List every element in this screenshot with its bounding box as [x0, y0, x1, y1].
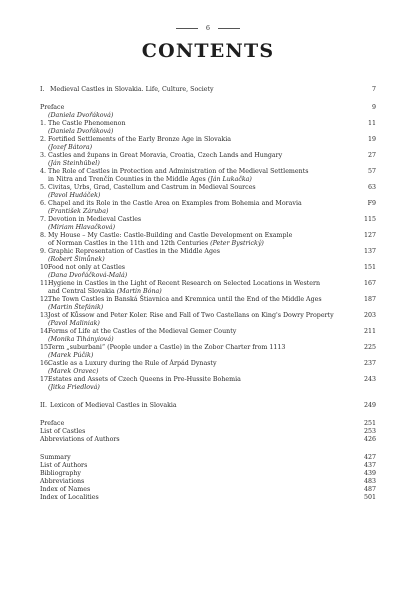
page-ref: 487 [363, 486, 376, 493]
entry-author: (Marek Oravec) [48, 368, 99, 375]
toc-entry-line [40, 376, 376, 384]
entry-text [40, 240, 376, 248]
toc-entry [40, 420, 376, 428]
toc-entry [40, 328, 376, 344]
entry-title: Devotion in Medieval Castles [48, 216, 142, 223]
toc-entry-line [40, 344, 376, 352]
entry-number: 8. [40, 232, 47, 239]
entry-author-inline: (Ján Lukačka) [205, 176, 252, 183]
entry-title: Preface [40, 420, 65, 427]
entry-text [40, 136, 368, 144]
toc-entry-line [40, 360, 376, 368]
entry-title: Summary [40, 454, 71, 461]
page-ref: 27 [367, 152, 376, 159]
toc-entry [40, 312, 376, 328]
entry-text [40, 360, 364, 368]
entry-title: Castles and župans in Great Moravia, Croatia, Czech Lands and Hungary [48, 152, 283, 159]
entry-title: Abbreviations of Authors [40, 436, 120, 443]
part-title: Medieval Castles in Slovakia. Life, Culture, Society [50, 86, 214, 93]
entry-author: (Daniela Dvořáková) [48, 128, 114, 135]
entry-title: Hygiene in Castles in the Light of Recent Research on Selected Locations in Western [48, 280, 321, 287]
entry-title: Abbreviations [40, 478, 85, 485]
page-ref: 426 [363, 436, 376, 443]
entry-number: 15. [40, 344, 51, 351]
entry-author: (Jitka Friedlová) [48, 384, 100, 391]
toc-entry-line [40, 240, 376, 248]
entry-number: 5. [40, 184, 47, 191]
toc-entry [40, 454, 376, 462]
entry-title: Term „suburbani“ (People under a Castle) in the Zobor Charter from 1113 [48, 344, 286, 351]
page-ref: 167 [363, 280, 376, 287]
page-ref: 427 [363, 454, 376, 461]
toc-entry-line [40, 312, 376, 320]
entry-text [40, 312, 364, 320]
toc-part-1 [40, 86, 376, 94]
toc-entry-line [40, 200, 376, 208]
entry-author: (Daniela Dvořáková) [48, 112, 114, 119]
entry-title: My House – My Castle: Castle-Building and Castle Development on Example [48, 232, 293, 239]
page-ref: 19 [367, 136, 376, 143]
entry-text [40, 376, 364, 384]
page-ref: 249 [363, 402, 376, 409]
part-label: I. [40, 86, 45, 93]
toc-entry [40, 232, 376, 248]
entry-title: List of Castles [40, 428, 86, 435]
entry-number: 1. [40, 120, 47, 127]
page-ref: 237 [363, 360, 376, 367]
toc-entry [40, 478, 376, 486]
page-ref: 11 [367, 120, 376, 127]
page-ref: F9 [367, 200, 376, 207]
entry-text [40, 344, 364, 352]
toc-entry [40, 436, 376, 444]
page-ref: 57 [367, 168, 376, 175]
entry-title: Fortified Settlements of the Early Bronze Age in Slovakia [48, 136, 231, 143]
entry-text [40, 184, 368, 192]
entry-title: Forms of Life at the Castles of the Medieval Gemer County [48, 328, 237, 335]
toc-entry-line [40, 248, 376, 256]
entry-text [40, 168, 368, 176]
toc-back-matter [40, 454, 376, 502]
entry-text [40, 120, 368, 128]
toc-entry-line [40, 216, 376, 224]
part-label: II. [40, 402, 47, 409]
entry-title: Chapel and its Role in the Castle Area on Examples from Bohemia and Moravia [48, 200, 302, 207]
page-ref: 203 [363, 312, 376, 319]
toc-entry [40, 462, 376, 470]
toc-preface [40, 104, 376, 112]
entry-title: The Town Castles in Banská Štiavnica and Kremnica until the End of the Middle Ages [48, 296, 322, 303]
entry-title: Food not only at Castles [48, 264, 126, 271]
entry-author-inline: (Martin Bóna) [114, 288, 162, 295]
toc-entry [40, 376, 376, 392]
entry-text [40, 328, 364, 336]
entry-number: 17. [40, 376, 51, 383]
entry-author: (František Záruba) [48, 208, 109, 215]
entry-text [40, 264, 364, 272]
toc-entry [40, 200, 376, 216]
entry-author: (Martin Štefánik) [48, 304, 104, 311]
page-ref: 225 [363, 344, 376, 351]
toc-entry-line [40, 184, 376, 192]
toc-entry [40, 486, 376, 494]
toc-entry [40, 296, 376, 312]
entry-title: in Nitra and Trenčín Counties in the Middle Ages (Ján Lukačka) [48, 176, 252, 183]
entry-author: (Robert Šimůnek) [48, 256, 105, 263]
toc-entry-line [40, 288, 376, 296]
entry-number: 7. [40, 216, 47, 223]
page-ref: 63 [367, 184, 376, 191]
toc-chapter-list [40, 120, 376, 392]
entry-number: 3. [40, 152, 47, 159]
entry-title: Graphic Representation of Castles in the Middle Ages [48, 248, 220, 255]
entry-author: (Marek Púčik) [48, 352, 94, 359]
toc-entry-line [40, 280, 376, 288]
entry-indent [40, 176, 48, 184]
toc-entry [40, 494, 376, 502]
page-title: CONTENTS [141, 40, 275, 62]
entry-number: 4. [40, 168, 47, 175]
entry-title: of Norman Castles in the 11th and 12th Centuries (Peter Bystrický) [48, 240, 264, 247]
entry-author-inline: (Peter Bystrický) [208, 240, 264, 247]
entry-title: The Castle Phenomenon [48, 120, 126, 127]
toc-entry [40, 360, 376, 376]
entry-number: 6. [40, 200, 47, 207]
toc-entry [40, 168, 376, 184]
header-rule-left [176, 28, 198, 29]
page-ref: 9 [371, 104, 376, 111]
toc-part-2 [40, 402, 376, 410]
entry-title: Index of Localities [40, 494, 99, 501]
entry-author: (Pavol Hudáček) [48, 192, 101, 199]
page-ref: 115 [363, 216, 376, 223]
entry-number: 16. [40, 360, 51, 367]
entry-number: 12. [40, 296, 51, 303]
entry-text [40, 296, 364, 304]
toc-part-2-sections [40, 420, 376, 444]
entry-title: Civitas, Urbs, Grad, Castellum and Castrum in Medieval Sources [48, 184, 256, 191]
entry-author: (Miriam Hlavačková) [48, 224, 116, 231]
toc-entry [40, 184, 376, 200]
entry-title: Castle as a Luxury during the Rule of Árpád Dynasty [48, 360, 217, 367]
entry-title: Estates and Assets of Czech Queens in Pre-Hussite Bohemia [48, 376, 241, 383]
entry-number: 13. [40, 312, 51, 319]
toc-entry-line [40, 296, 376, 304]
entry-title: and Central Slovakia (Martin Bóna) [48, 288, 162, 295]
entry-author: (Jozef Bátora) [48, 144, 93, 151]
toc-entry [40, 216, 376, 232]
entry-number: 10. [40, 264, 51, 271]
entry-title: Index of Names [40, 486, 91, 493]
entry-text [40, 248, 364, 256]
entry-number: 2. [40, 136, 47, 143]
page-number: 6 [205, 24, 211, 32]
page-ref: 7 [371, 86, 376, 93]
page-ref: 127 [363, 232, 376, 239]
toc-entry [40, 428, 376, 436]
toc-entry [40, 136, 376, 152]
page-ref: 483 [363, 478, 376, 485]
toc-entry [40, 152, 376, 168]
toc-entry-line [40, 168, 376, 176]
page-ref: 251 [363, 420, 376, 427]
page-ref: 501 [363, 494, 376, 501]
entry-author: (Ján Steinhübel) [48, 160, 100, 167]
page-ref: 137 [363, 248, 376, 255]
toc-entry-line [40, 136, 376, 144]
entry-author: (Pavol Maliniak) [48, 320, 100, 327]
entry-number: 14. [40, 328, 51, 335]
entry-author: (Monika Tihányiová) [48, 336, 114, 343]
toc-entry [40, 264, 376, 280]
entry-text [40, 152, 368, 160]
entry-text [40, 200, 368, 208]
page-ref: 151 [363, 264, 376, 271]
toc-entry-line [40, 232, 376, 240]
toc-entry [40, 344, 376, 360]
page-ref: 439 [363, 470, 376, 477]
entry-text [40, 288, 376, 296]
entry-title: Jost of Kůssow and Peter Koler. Rise and Fall of Two Castellans on King's Dowry Property [48, 312, 334, 319]
entry-number: 11. [40, 280, 51, 287]
entry-text [40, 176, 376, 184]
toc-entry [40, 280, 376, 296]
toc-entry [40, 248, 376, 264]
entry-title: List of Authors [40, 462, 88, 469]
toc-entry-line [40, 176, 376, 184]
toc-entry-line [40, 264, 376, 272]
running-header [0, 24, 416, 32]
entry-title: Bibliography [40, 470, 81, 477]
entry-indent [40, 288, 48, 296]
toc-entry-line [40, 152, 376, 160]
page-ref: 187 [363, 296, 376, 303]
page-ref: 243 [363, 376, 376, 383]
header-rule-right [218, 28, 240, 29]
toc-entry [40, 120, 376, 136]
toc-entry [40, 470, 376, 478]
entry-text [40, 280, 364, 288]
entry-author: (Dana Dvořáčková-Malá) [48, 272, 128, 279]
entry-number: 9. [40, 248, 47, 255]
part-title: Lexicon of Medieval Castles in Slovakia [50, 402, 177, 409]
page-ref: 253 [363, 428, 376, 435]
page-ref: 437 [363, 462, 376, 469]
toc-entry-line [40, 120, 376, 128]
toc-entry-line [40, 328, 376, 336]
entry-title: The Role of Castles in Protection and Administration of the Medieval Settlements [48, 168, 309, 175]
entry-indent [40, 240, 48, 248]
table-of-contents [40, 86, 376, 502]
page-ref: 211 [363, 328, 376, 335]
entry-text [40, 216, 364, 224]
entry-title: Preface [40, 104, 65, 111]
entry-text [40, 232, 364, 240]
